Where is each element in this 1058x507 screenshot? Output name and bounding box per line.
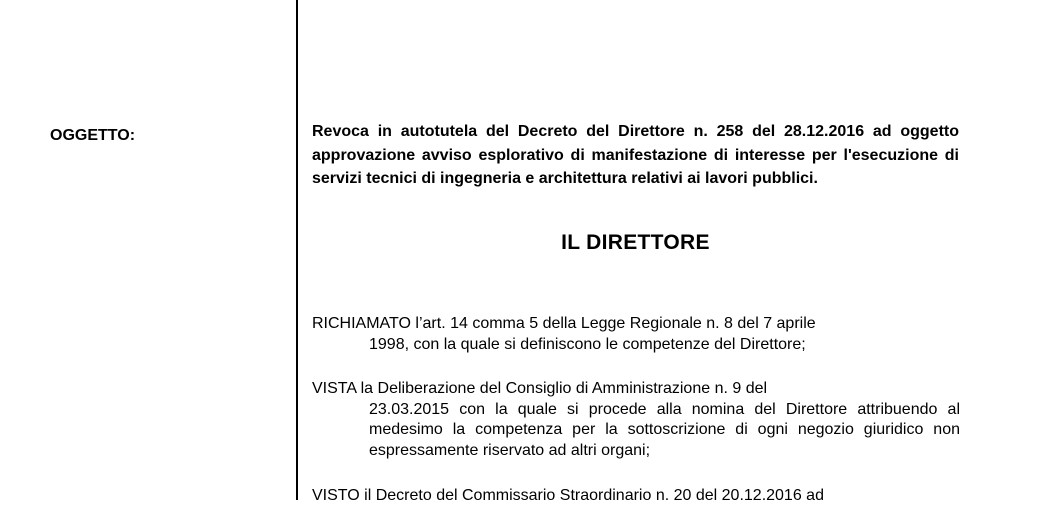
paragraph-first-line: RICHIAMATO l’art. 14 comma 5 della Legge Regionale n. 8 del 7 aprile [312, 315, 816, 332]
paragraph-vista [312, 379, 960, 461]
subject-text: Revoca in autotutela del Decreto del Direttore n. 258 del 28.12.2016 ad oggetto approvazione avviso esplorativo di manifestazione di interesse per l'esecuzione di servizi tecnici di ingegneria e architettura relativi ai lavori pubblici. [312, 123, 959, 187]
column-divider [296, 0, 298, 500]
oggetto-label: OGGETTO: [50, 127, 136, 144]
paragraph-richiamato [312, 314, 960, 355]
paragraph-first-line: VISTA la Deliberazione del Consiglio di Amministrazione n. 9 del [312, 380, 768, 397]
paragraph-visto [312, 486, 960, 507]
section-heading: IL DIRETTORE [561, 231, 710, 254]
paragraph-first-line: VISTO il Decreto del Commissario Straordinario n. 20 del 20.12.2016 ad [312, 487, 824, 504]
paragraph-continuation: 23.03.2015 con la quale si procede alla nomina del Direttore attribuendo al medesimo la competenza per la sottoscrizione di ogni negozio giuridico non espressamente riservato ad altri organi; [369, 400, 960, 459]
paragraph-continuation: 1998, con la quale si definiscono le competenze del Direttore; [369, 335, 806, 353]
